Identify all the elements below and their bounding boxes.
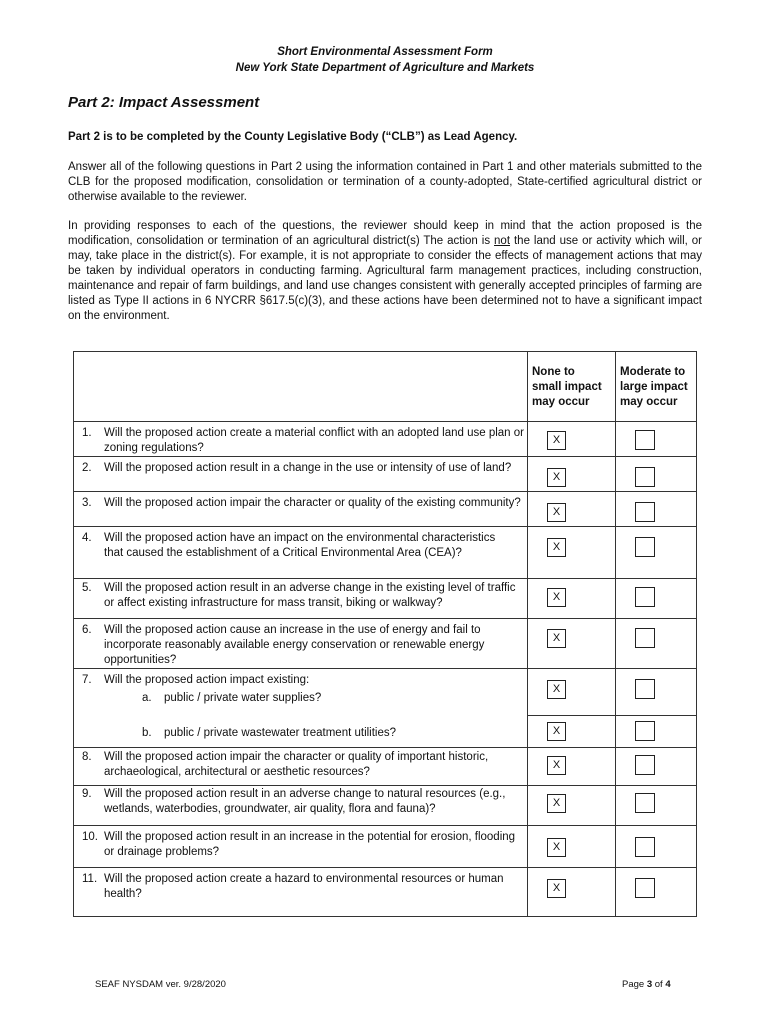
form-version: SEAF NYSDAM ver. 9/28/2020: [95, 979, 226, 990]
q7a-small-impact-checkbox[interactable]: X: [547, 680, 566, 699]
q1-small-impact-checkbox[interactable]: X: [547, 431, 566, 450]
q4-large-impact-checkbox[interactable]: [635, 537, 655, 557]
agency-name: New York State Department of Agriculture and Markets: [235, 62, 535, 74]
q7b-small-impact-checkbox[interactable]: X: [547, 722, 566, 741]
form-title: Short Environmental Assessment Form: [277, 46, 493, 58]
q2-small-impact-checkbox[interactable]: X: [547, 468, 566, 487]
q9-large-impact-checkbox[interactable]: [635, 793, 655, 813]
q7a-large-impact-checkbox[interactable]: [635, 679, 655, 699]
column-header-large-impact: Moderate to large impact may occur: [620, 366, 688, 408]
q2-large-impact-checkbox[interactable]: [635, 467, 655, 487]
q3-large-impact-checkbox[interactable]: [635, 502, 655, 522]
instructions-paragraph: Answer all of the following questions in Part 2 using the information contained in Part 1 and other materials submitted to the CLB for the proposed modification, consolidation or termination of a county-adopted, State-certified agricultural district or otherwise available to the reviewer.: [68, 161, 702, 203]
q3-small-impact-checkbox[interactable]: X: [547, 503, 566, 522]
q8-large-impact-checkbox[interactable]: [635, 755, 655, 775]
reviewer-guidance-paragraph: In providing responses to each of the questions, the reviewer should keep in mind that the action proposed is the modification, consolidation or termination of an agricultural district(s) The action is not the land use or activity which will, or may, take place in the district(s). For example, it is not appropriate to consider the effects of management actions that may be taken by individual operators in conducting farming. Agricultural farm management practices, including construction, maintenance and repair of farm buildings, and land use changes consistent with generally accepted principles of farming are listed as Type II actions in 6 NYCRR §617.5(c)(3), and these actions have been determined not to have a significant impact on the environment.: [68, 220, 702, 322]
q5-large-impact-checkbox[interactable]: [635, 587, 655, 607]
q11-large-impact-checkbox[interactable]: [635, 878, 655, 898]
q5-small-impact-checkbox[interactable]: X: [547, 588, 566, 607]
impact-assessment-table: None to small impact may occur Moderate to large impact may occur 1. Will the proposed action create a material conflict with an adopted land use plan or zoning regulations? X 2. Will the proposed action result in a change in the use or intensity of use of land? X 3. Will the proposed action impair the character or quality of the existing community? X 4. Will the proposed action have an impact on the environmental characteristics that caused the establishment of a Critical Environmental Area (CEA)? X 5. Will the proposed action result in an adverse change in the existing level of traffic or affect existing infrastructure for mass transit, biking or walkway? X 6. Will the proposed action cause an increase in the use of energy and fail to incorporate reasonably available energy conservation or renewable energy opportunities? X 7. Will the proposed action impact existing: a. public / private water supplies? X b. public / private wastewater treatment utilities? X 8. Will the proposed action impair the character or quality of important historic, archaeological, architectural or aesthetic resources? X 9. Will the proposed action result in an adverse change to natural resources (e.g., wetlands, waterbodies, groundwater, air quality, flora and fauna)? X 10. Will the proposed action result in an increase in the potential for erosion, flooding or drainage problems? X 11. Will the proposed action create a hazard to environmental resources or human health? X: [73, 351, 697, 917]
q7b-large-impact-checkbox[interactable]: [635, 721, 655, 741]
q10-large-impact-checkbox[interactable]: [635, 837, 655, 857]
q4-small-impact-checkbox[interactable]: X: [547, 538, 566, 557]
q6-large-impact-checkbox[interactable]: [635, 628, 655, 648]
column-header-small-impact: None to small impact may occur: [532, 366, 602, 408]
part-title: Part 2: Impact Assessment: [68, 94, 260, 111]
q1-large-impact-checkbox[interactable]: [635, 430, 655, 450]
q10-small-impact-checkbox[interactable]: X: [547, 838, 566, 857]
q6-small-impact-checkbox[interactable]: X: [547, 629, 566, 648]
emphasis-not: not: [494, 235, 511, 247]
q9-small-impact-checkbox[interactable]: X: [547, 794, 566, 813]
q8-small-impact-checkbox[interactable]: X: [547, 756, 566, 775]
lead-agency-line: Part 2 is to be completed by the County Legislative Body (“CLB”) as Lead Agency.: [68, 131, 518, 143]
q11-small-impact-checkbox[interactable]: X: [547, 879, 566, 898]
page-number: Page 3 of 4: [622, 979, 671, 990]
